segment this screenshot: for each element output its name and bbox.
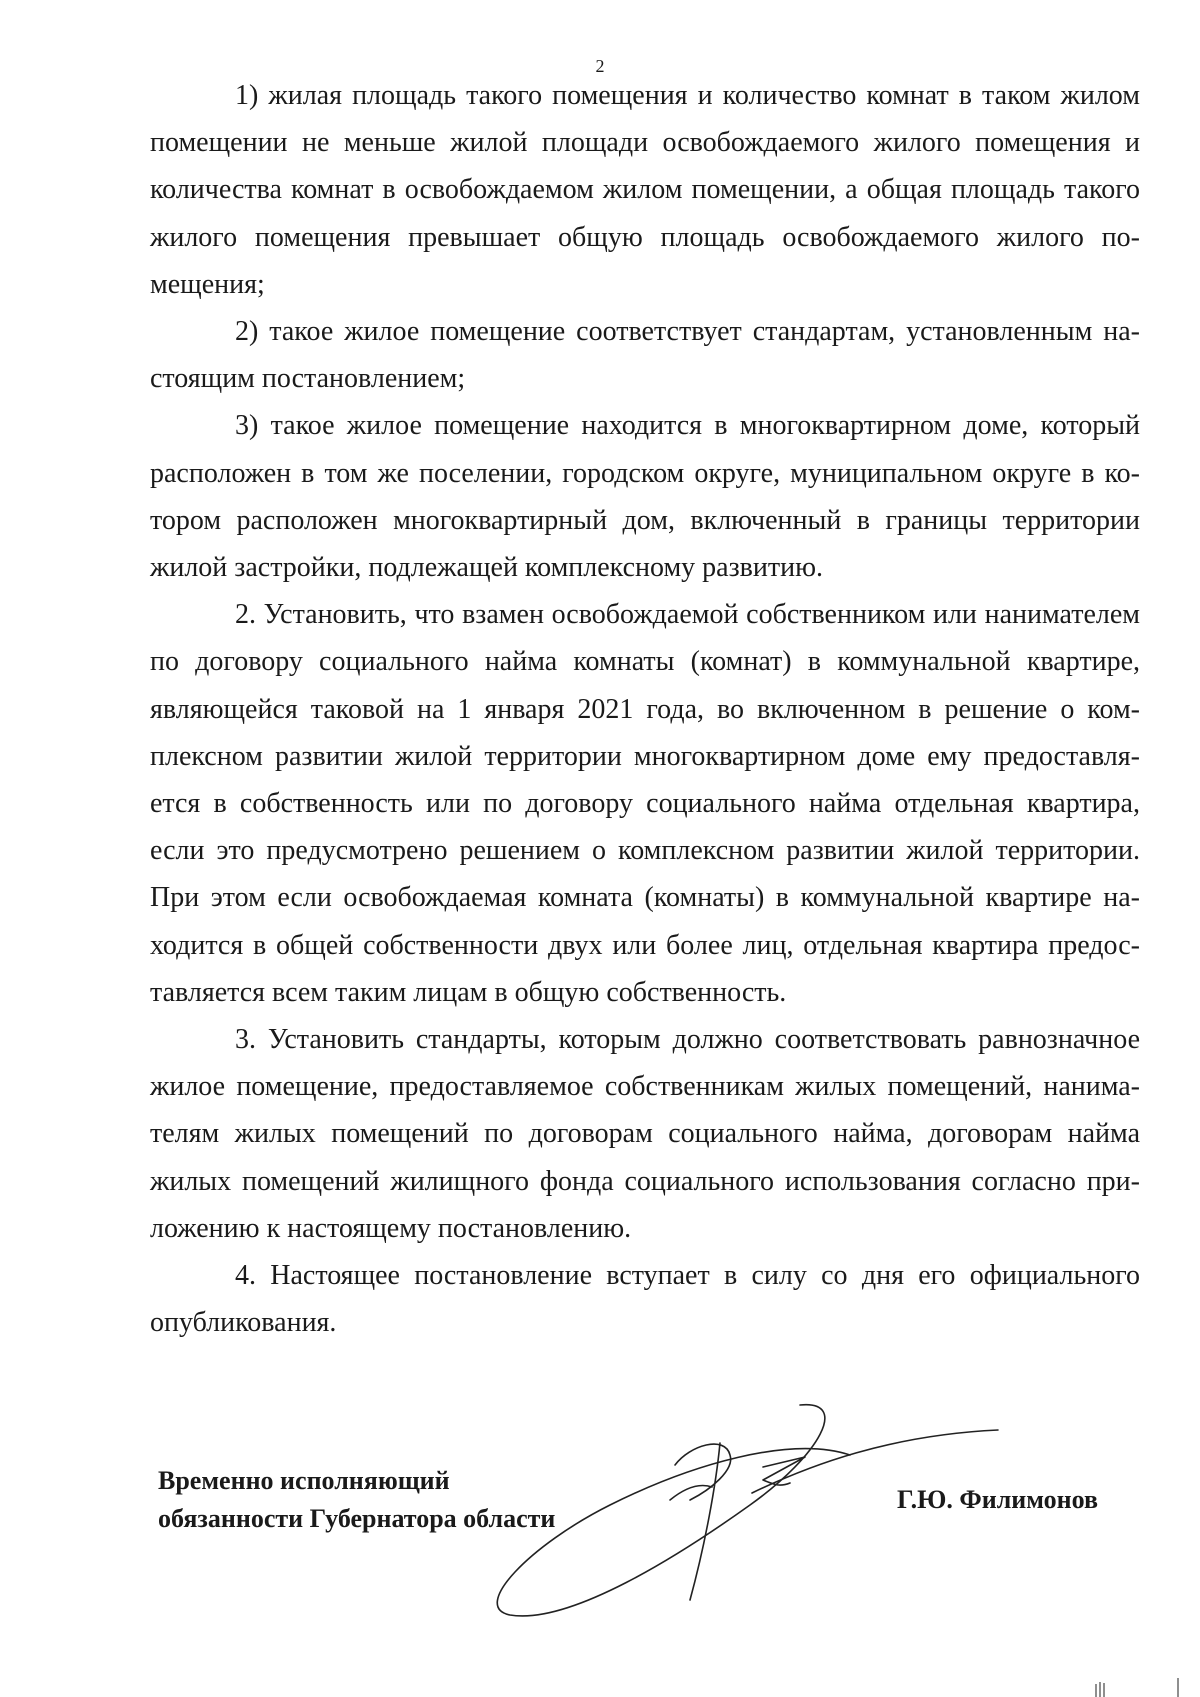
document-body [150,72,1140,1346]
paragraph-item-2: 2. Установить, что взамен освобождаемой собственником или наниматeлем по договору социального найма комнаты (комнат) в коммунальной квартире, являющейся таковой на 1 января 2021 года, во включенном в решение о комплексном развитии жилой территории многоквартирном доме ему предоставляется в собственность или по договору социального найма отдельная квартира, если это предусмотрено решением о комплексном развитии жилой территории. При этом если освобождаемая комната (комнаты) в коммунальной квартире находится в общей собственности двух или более лиц, отдельная квартира предоставляется всем таким лицам в общую собственность. [150,599,1140,1008]
paragraph-condition-1: 1) жилая площадь такого помещения и количество комнат в таком жилом помещении не меньше жилой площади освобождаемого жилого помещения и количества комнат в освобождаемом жилом помещении, а общая площадь такого жилого помещения превышает общую площадь освобождаемого жилого помещения; [150,80,1140,300]
signatory-position [158,1462,555,1538]
scan-edge-marks [1090,1670,1190,1697]
signatory-name: Г.Ю. Филимонов [897,1485,1099,1514]
signatory-position-line-1: Временно исполняющий [158,1466,450,1495]
paragraph-item-4: 4. Настоящее постановление вступает в силу со дня его официального опубликования. [150,1260,1140,1339]
page-number: 2 [595,56,605,76]
paragraph-condition-3: 3) такое жилое помещение находится в многоквартирном доме, который расположен в том же поселении, городском округе, муниципальном округе в котором расположен многоквартирный дом, включенный в границы территории жилой застройки, подлежащей комплексному развитию. [150,410,1140,584]
paragraph-item-3: 3. Установить стандарты, которым должно соответствовать равнозначное жилое помещение, предоставляемое собственникам жилых помещений, нанимателям жилых помещений по договорам социального найма, договорам найма жилых помещений жилищного фонда социального использования согласно приложению к настоящему постановлению. [150,1024,1140,1244]
paragraph-condition-2: 2) такое жилое помещение соответствует стандартам, установленным настоящим постановлением; [150,316,1140,395]
signatory-position-line-2: обязанности Губернатора области [158,1504,556,1533]
